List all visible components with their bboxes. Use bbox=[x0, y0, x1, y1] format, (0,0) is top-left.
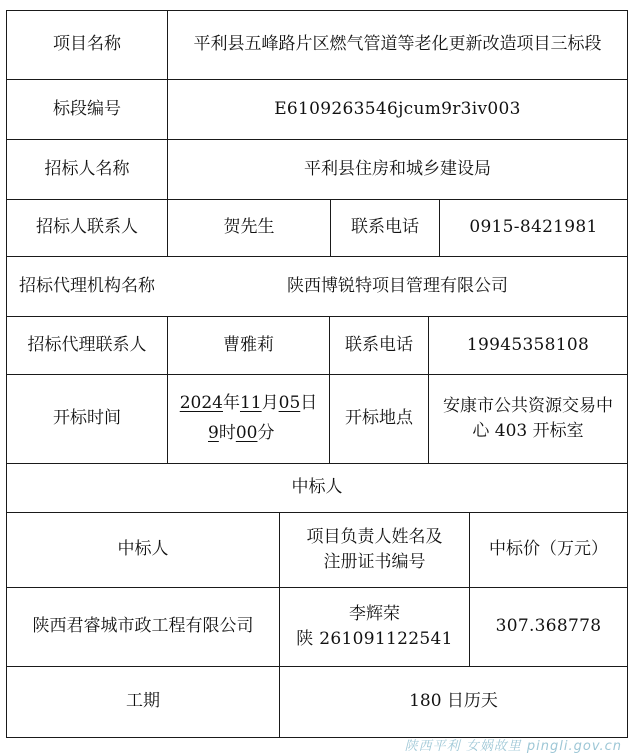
year-unit: 年 bbox=[222, 393, 240, 414]
rule bbox=[627, 10, 628, 737]
tenderer-contact-value: 贺先生 bbox=[223, 217, 275, 238]
opening-year: 2024 bbox=[179, 393, 223, 414]
month-unit: 月 bbox=[261, 393, 279, 414]
opening-minute: 00 bbox=[235, 423, 258, 443]
opening-month: 11 bbox=[239, 393, 262, 414]
winner-name: 陕西君睿城市政工程有限公司 bbox=[32, 616, 254, 637]
tenderer-phone-label: 联系电话 bbox=[351, 217, 419, 238]
agency-label: 招标代理机构名称 bbox=[19, 275, 155, 296]
site-watermark: 陕西平利 女娲故里 pingli.gov.cn bbox=[404, 739, 622, 754]
tenderer-phone-value: 0915-8421981 bbox=[469, 217, 598, 238]
opening-place-value: 安康市公共资源交易中心 403 开标室 bbox=[443, 395, 613, 441]
project-label: 项目名称 bbox=[53, 34, 121, 55]
manager-name: 李辉荣 bbox=[349, 603, 400, 624]
manager-cert: 陕 261091122541 bbox=[296, 629, 453, 649]
manager-cell bbox=[280, 588, 469, 666]
opening-place-label: 开标地点 bbox=[345, 408, 413, 429]
project-value: 平利县五峰路片区燃气管道等老化更新改造项目三标段 bbox=[193, 34, 602, 55]
opening-time-value bbox=[168, 375, 329, 463]
tenderer-contact-label: 招标人联系人 bbox=[36, 217, 138, 238]
opening-hour: 9 bbox=[208, 423, 219, 443]
manager-header: 项目负责人姓名及注册证书编号 bbox=[306, 526, 443, 572]
agency-contact-label: 招标代理联系人 bbox=[27, 334, 147, 355]
duration-value: 180 日历天 bbox=[409, 691, 498, 712]
opening-day: 05 bbox=[278, 393, 301, 414]
day-unit: 日 bbox=[300, 393, 318, 414]
winner-section-title: 中标人 bbox=[291, 477, 343, 498]
duration-label: 工期 bbox=[126, 691, 160, 712]
minute-unit: 分 bbox=[257, 423, 275, 443]
opening-date bbox=[180, 389, 318, 419]
agency-value: 陕西博锐特项目管理有限公司 bbox=[287, 275, 508, 296]
tenderer-value: 平利县住房和城乡建设局 bbox=[304, 158, 491, 179]
tenderer-label: 招标人名称 bbox=[44, 158, 130, 179]
agency-contact-value: 曹雅莉 bbox=[223, 334, 274, 355]
opening-time-label: 开标时间 bbox=[53, 408, 121, 429]
price-header: 中标价（万元） bbox=[489, 539, 608, 560]
agency-phone-label: 联系电话 bbox=[345, 334, 413, 355]
opening-clock bbox=[172, 419, 274, 449]
agency-phone-value: 19945358108 bbox=[466, 334, 590, 355]
section-code-label: 标段编号 bbox=[53, 98, 121, 119]
winner-header: 中标人 bbox=[117, 539, 169, 560]
hour-unit: 时 bbox=[218, 423, 236, 443]
winner-price: 307.368778 bbox=[495, 616, 602, 637]
section-code-value: E6109263546jcum9r3iv003 bbox=[274, 98, 521, 119]
